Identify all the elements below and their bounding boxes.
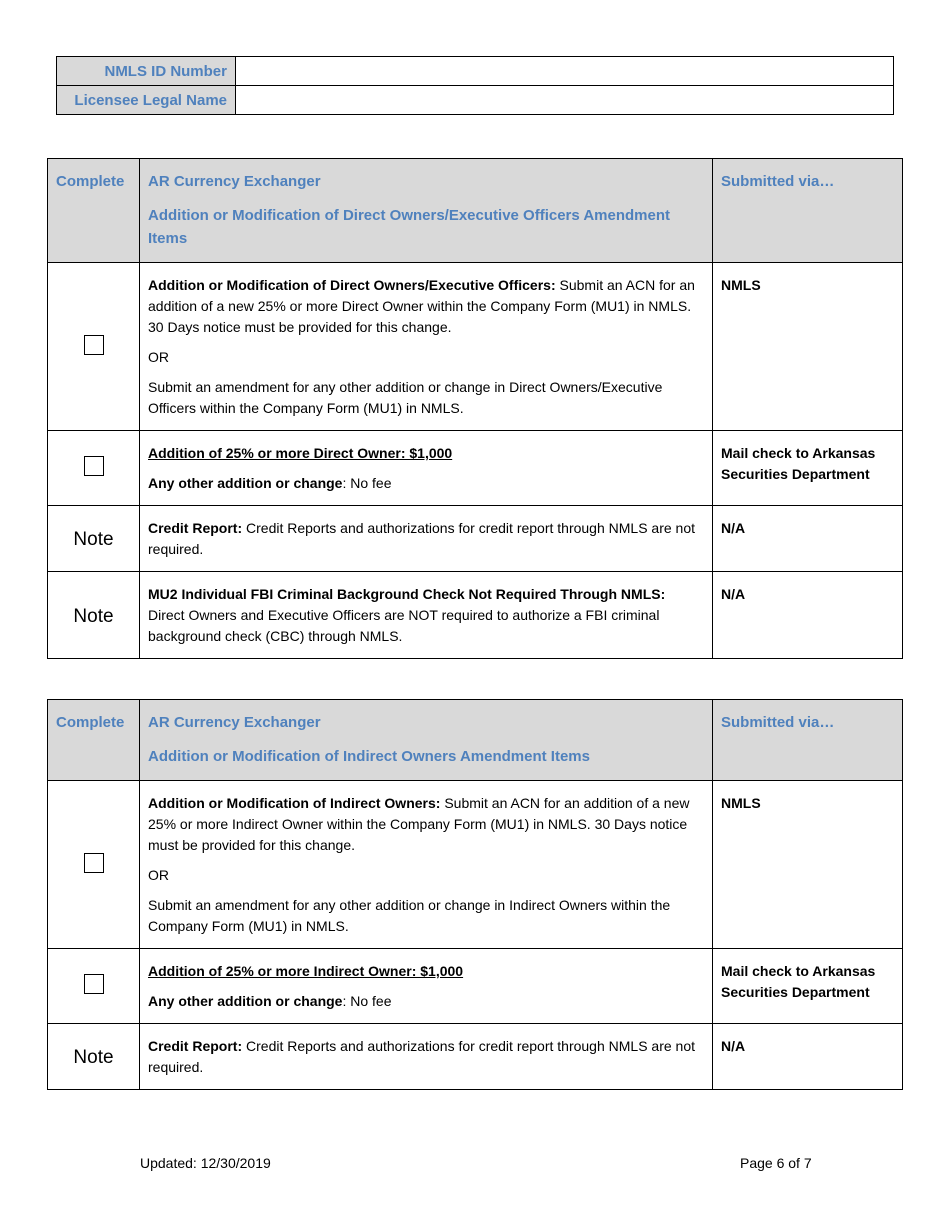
complete-cell	[48, 263, 140, 431]
licensee-id-table	[56, 56, 894, 115]
note-description: MU2 Individual FBI Criminal Background Check Not Required Through NMLS: Direct Owners and Executive Officers are NOT required to authorize a FBI criminal background check (CBC) through NMLS.	[140, 572, 713, 659]
item-description: Addition or Modification of Direct Owners/Executive Officers: Submit an ACN for an addition of a new 25% or more Direct Owner within the Company Form (MU1) in NMLS. 30 Days notice must be provided for this change. OR Submit an amendment for any other addition or change in Direct Owners/Executive Officers within the Company Form (MU1) in NMLS.	[140, 263, 713, 431]
complete-cell	[48, 949, 140, 1024]
complete-checkbox[interactable]	[84, 456, 104, 476]
complete-checkbox[interactable]	[84, 974, 104, 994]
indirect-owners-table	[47, 699, 903, 1090]
legal-name-field[interactable]	[236, 86, 894, 115]
page-number: Page 6 of 7	[740, 1155, 812, 1171]
complete-column-header: Complete	[48, 159, 140, 263]
submitted-via-value: NMLS	[713, 781, 903, 949]
section-title-main: AR Currency Exchanger	[148, 714, 321, 731]
submitted-via-value: NMLS	[713, 263, 903, 431]
section-title	[140, 700, 713, 781]
fee-description: Addition of 25% or more Indirect Owner: $1,000 Any other addition or change: No fee	[140, 949, 713, 1024]
note-label: Note	[48, 572, 140, 659]
note-label: Note	[48, 1024, 140, 1090]
item-description: Addition or Modification of Indirect Owners: Submit an ACN for an addition of a new 25% or more Indirect Owner within the Company Form (MU1) in NMLS. 30 Days notice must be provided for this change. OR Submit an amendment for any other addition or change in Indirect Owners within the Company Form (MU1) in NMLS.	[140, 781, 713, 949]
submitted-via-value: Mail check to Arkansas Securities Department	[713, 949, 903, 1024]
submitted-via-value: N/A	[713, 572, 903, 659]
section-subtitle: Addition or Modification of Direct Owners/Executive Officers Amendment Items	[148, 207, 671, 247]
section-subtitle: Addition or Modification of Indirect Owners Amendment Items	[148, 748, 590, 765]
submitted-via-header: Submitted via…	[713, 700, 903, 781]
submitted-via-value: N/A	[713, 1024, 903, 1090]
note-label: Note	[48, 506, 140, 572]
updated-date: Updated: 12/30/2019	[140, 1155, 271, 1171]
complete-checkbox[interactable]	[84, 335, 104, 355]
section-title-main: AR Currency Exchanger	[148, 173, 321, 190]
complete-column-header: Complete	[48, 700, 140, 781]
legal-name-label: Licensee Legal Name	[57, 86, 236, 115]
submitted-via-value: Mail check to Arkansas Securities Department	[713, 431, 903, 506]
note-description: Credit Report: Credit Reports and authorizations for credit report through NMLS are not required.	[140, 1024, 713, 1090]
submitted-via-header: Submitted via…	[713, 159, 903, 263]
submitted-via-value: N/A	[713, 506, 903, 572]
note-description: Credit Report: Credit Reports and authorizations for credit report through NMLS are not required.	[140, 506, 713, 572]
complete-cell	[48, 431, 140, 506]
complete-checkbox[interactable]	[84, 853, 104, 873]
direct-owners-table	[47, 158, 903, 659]
nmls-id-label: NMLS ID Number	[57, 57, 236, 86]
complete-cell	[48, 781, 140, 949]
fee-description: Addition of 25% or more Direct Owner: $1,000 Any other addition or change: No fee	[140, 431, 713, 506]
nmls-id-field[interactable]	[236, 57, 894, 86]
section-title	[140, 159, 713, 263]
